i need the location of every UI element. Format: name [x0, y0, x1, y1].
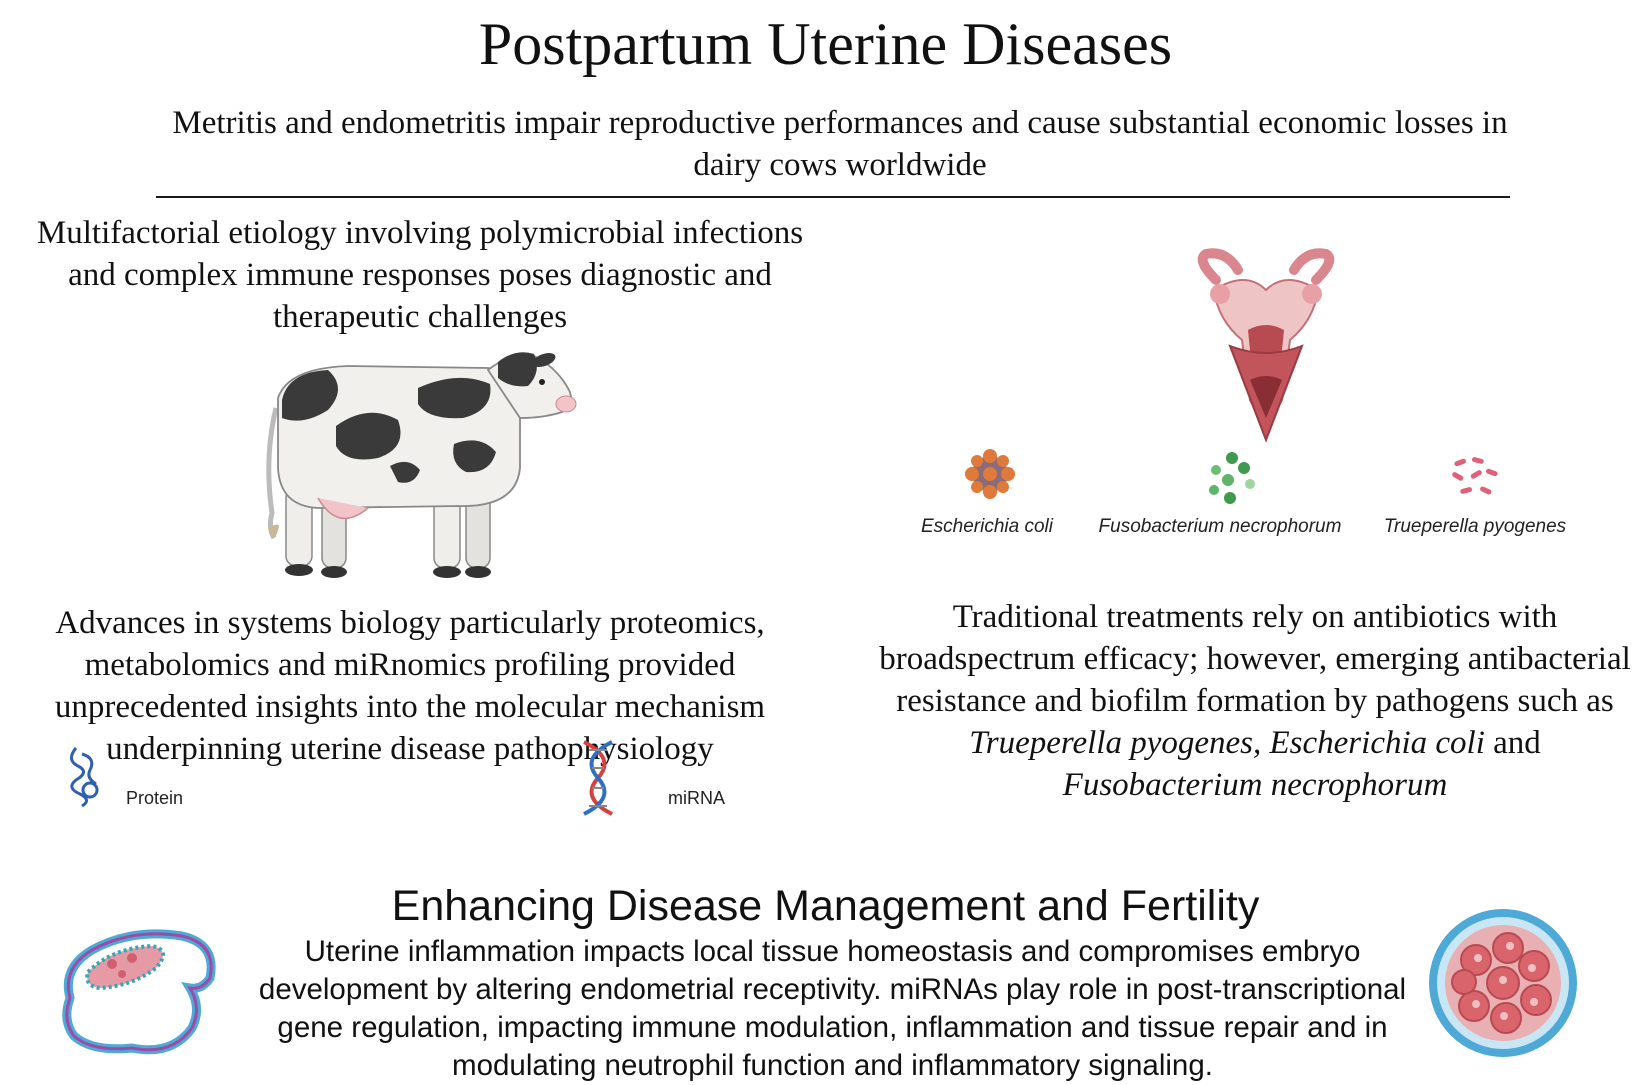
endometrium-icon	[52, 928, 222, 1058]
dna-icon	[576, 740, 620, 816]
section-title: Enhancing Disease Management and Fertility	[391, 882, 1260, 930]
section-body: Uterine inflammation impacts local tissue homeostasis and compromises embryo development by altering endometrial receptivity. miRNAs play role in post-transcriptional gene regulation, impacting immune modulation, inflammation and tissue repair and in modulating neutrophil function and inflammatory signaling.	[258, 935, 1407, 1082]
treatment-and: and	[1484, 725, 1541, 761]
trueperella-icon	[1450, 456, 1504, 500]
fusobacterium-icon	[1206, 452, 1260, 504]
bacteria-label-fusobacterium: Fusobacterium necrophorum	[1098, 516, 1342, 537]
page-subtitle: Metritis and endometritis impair reproductive performances and cause substantial economic losses in dairy cows worldwide	[172, 105, 1508, 183]
treatment-species-fusobacterium: Fusobacterium necrophorum	[1062, 767, 1448, 803]
protein-icon	[64, 744, 108, 810]
protein-label: Protein	[126, 788, 184, 808]
treatment-text-main: Traditional treatments rely on antibiotics with broadspectrum efficacy; however, emerging antibacterial resistance and biofilm formation by pathogens such as	[879, 599, 1631, 719]
divider-rule	[156, 196, 1510, 198]
bacteria-label-e-coli: Escherichia coli	[921, 516, 1053, 537]
treatment-species-e-coli: Escherichia coli	[1269, 725, 1485, 761]
e-coli-icon	[962, 448, 1018, 500]
bacteria-label-trueperella: Trueperella pyogenes	[1383, 516, 1567, 537]
uterus-icon	[1186, 250, 1346, 440]
treatment-text	[870, 596, 1640, 806]
cow-icon	[258, 348, 588, 588]
systems-biology-text: Advances in systems biology particularly proteomics, metabolomics and miRnomics profiling provided unprecedented insights into the molecular mechanism underpinning uterine disease pathophysiology	[54, 605, 766, 767]
page-title: Postpartum Uterine Diseases	[478, 11, 1173, 77]
etiology-text: Multifactorial etiology involving polymicrobial infections and complex immune responses poses diagnostic and therapeutic challenges	[36, 215, 804, 335]
embryo-icon	[1428, 908, 1578, 1058]
treatment-species-trueperella: Trueperella pyogenes,	[969, 725, 1262, 761]
mirna-label: miRNA	[668, 788, 725, 808]
